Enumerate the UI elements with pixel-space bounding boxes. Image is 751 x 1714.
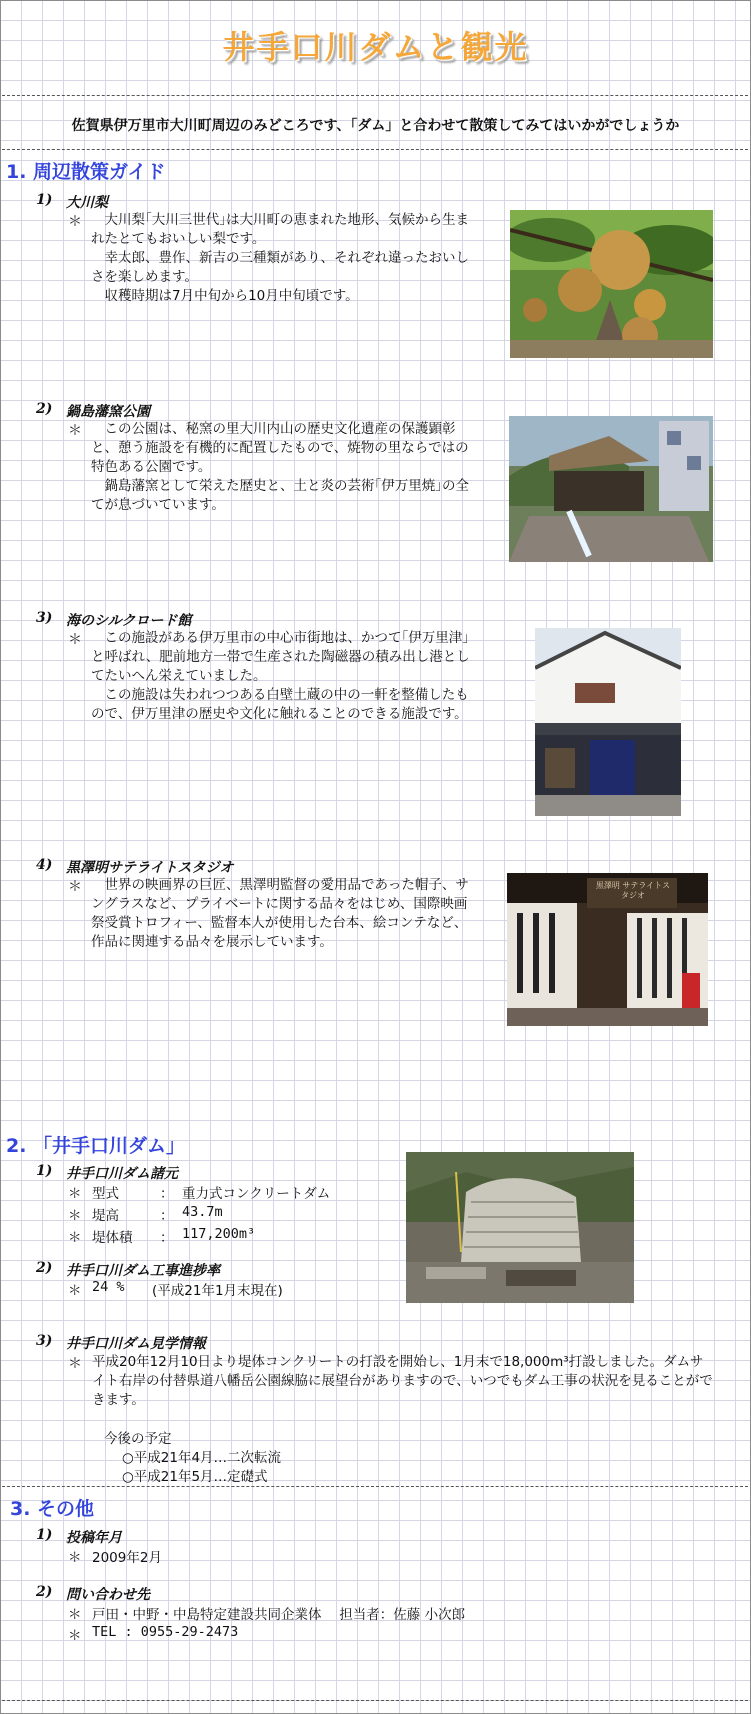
tour-number: 3) [36,1333,53,1349]
item-1-title: 大川梨 [66,195,108,211]
posted-number: 1) [36,1527,53,1543]
kurosawa-studio-photo [507,873,708,1026]
section-1-title: 1. 周辺散策ガイド [6,161,166,183]
progress-title: 井手口川ダム工事進捗率 [66,1263,220,1279]
divider [2,149,748,150]
spec-value: 43.7m [182,1204,223,1220]
contact-phone: TEL : 0955-29-2473 [92,1624,239,1640]
item-1-number: 1) [36,192,53,208]
progress-number: 2) [36,1260,53,1276]
spec-separator: ： [160,1230,174,1246]
contact-row [68,1624,239,1644]
paragraph: 収穫時期は7月中旬から10月中旬頃です。 [91,288,359,304]
section-2-title: 2. 「井手口川ダム」 [6,1135,186,1157]
item-2-number: 2) [36,401,53,417]
spec-value: 重力式コンクリートダム [182,1186,331,1202]
schedule-title: 今後の予定 [104,1431,172,1447]
bullet-mark: ＊ [68,632,82,648]
tour-title: 井手口川ダム見学情報 [66,1336,206,1352]
bullet-mark: ＊ [68,1607,82,1623]
tour-description: 平成20年12月10日より堤体コンクリートの打設を開始し、1月末で18,000m³打設しました。ダムサイト右岸の付替県道八幡岳公園線脇に展望台がありますので、いつでもダム工事の状況を見ることができます。 [92,1354,713,1408]
bullet-mark: ＊ [68,1283,82,1299]
specs-title: 井手口川ダム諸元 [66,1166,178,1182]
progress-value: 24 % [92,1279,125,1295]
spec-label: 型式 [92,1186,119,1202]
bullet-mark: ＊ [68,1208,82,1224]
paragraph: 幸太郎、豊作、新吉の三種類があり、それぞれ違ったおいしさを楽しめます。 [91,250,469,285]
item-4-description [91,876,479,952]
bullet-mark: ＊ [68,1628,82,1644]
bullet-mark: ＊ [68,1230,82,1246]
item-3-description [91,629,479,724]
progress-note: (平成21年1月末現在) [152,1283,283,1299]
item-2-title: 鍋島藩窯公園 [66,404,150,420]
spec-row-type [68,1182,331,1202]
paragraph: この施設がある伊万里市の中心市街地は、かつて｢伊万里津｣と呼ばれ、肥前地方一帯で生産された陶磁器の積み出し港としてたいへん栄えていました。 [91,630,470,684]
silk-road-hall-photo [535,628,681,816]
contact-company: 戸田・中野・中島特定建設共同企業体 担当者：佐藤 小次郎 [92,1607,466,1623]
item-4-number: 4) [36,857,53,873]
divider [2,1486,748,1487]
paragraph: 世界の映画界の巨匠、黒澤明監督の愛用品であった帽子、サングラスなど、プライベートに関する品々をはじめ、国際映画祭受賞トロフィー、監督本人が使用した台本、絵コンテなど、作品に関連する品々を展示しています。 [91,877,469,950]
specs-number: 1) [36,1163,53,1179]
dam-construction-photo [406,1152,634,1303]
contact-title: 問い合わせ先 [66,1587,150,1603]
section-3-title: 3. その他 [10,1498,95,1520]
item-3-title: 海のシルクロード館 [66,613,192,629]
contact-row [68,1603,466,1623]
progress-row [68,1279,283,1299]
spec-row-volume [68,1226,256,1246]
bullet-mark: ＊ [68,879,82,895]
spec-label: 堤体積 [92,1230,133,1246]
paragraph: この施設は失われつつある白壁土蔵の中の一軒を整備したもので、伊万里津の歴史や文化に触れることのできる施設です。 [91,687,469,722]
item-3-number: 3) [36,610,53,626]
spec-label: 堤高 [92,1208,119,1224]
bullet-mark: ＊ [68,214,82,230]
spec-row-height [68,1204,223,1224]
posted-row [68,1546,162,1566]
kiln-park-photo [509,416,713,562]
divider [2,95,748,96]
paragraph: この公園は、秘窯の里大川内山の歴史文化遺産の保護顕彰と、憩う施設を有機的に配置したもので、焼物の里ならではの特色ある公園です。 [91,421,469,475]
paragraph: 鍋島藩窯として栄えた歴史と、土と炎の芸術｢伊万里焼｣の全てが息づいています。 [91,478,469,513]
schedule-item: ○平成21年4月…二次転流 [122,1450,282,1466]
posted-value: 2009年2月 [92,1550,162,1566]
page-title: 井手口川ダムと観光 [222,28,529,66]
intro-text: 佐賀県伊万里市大川町周辺のみどころです、「ダム」と合わせて散策してみてはいかがでしょうか [71,118,680,134]
spec-separator: ： [160,1186,174,1202]
spec-separator: ： [160,1208,174,1224]
schedule-item: ○平成21年5月…定礎式 [122,1469,268,1485]
contact-number: 2) [36,1584,53,1600]
item-4-title: 黒澤明サテライトスタジオ [66,860,234,876]
divider [2,1700,748,1701]
posted-title: 投稿年月 [66,1530,122,1546]
item-2-description [91,420,479,515]
spec-value: 117,200m³ [182,1226,256,1242]
bullet-mark: ＊ [68,1186,82,1202]
bullet-mark: ＊ [68,1356,82,1372]
bullet-mark: ＊ [68,1550,82,1566]
item-1-description [91,211,479,306]
bullet-mark: ＊ [68,423,82,439]
pear-photo [510,210,713,358]
paragraph: 大川梨｢大川三世代｣は大川町の恵まれた地形、気候から生まれたとてもおいしい梨です。 [91,212,469,247]
studio-sign-text: 黒澤明 サテライトスタジオ [595,881,671,900]
